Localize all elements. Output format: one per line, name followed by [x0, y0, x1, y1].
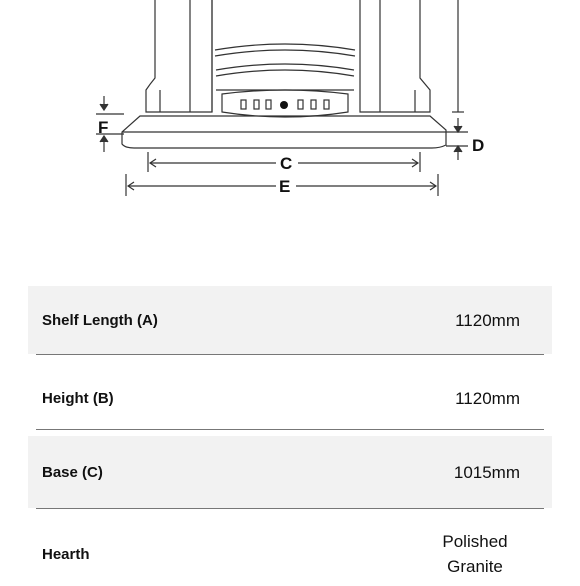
label-e: E	[279, 177, 291, 196]
row-divider	[36, 429, 544, 430]
spec-row-base	[28, 436, 552, 508]
spec-row-shelf-length	[28, 286, 552, 354]
spec-label: Hearth	[42, 545, 90, 563]
spec-label: Height (B)	[42, 389, 114, 407]
row-divider	[36, 508, 544, 509]
spec-row-height	[28, 364, 552, 432]
row-divider	[36, 354, 544, 355]
spec-label: Shelf Length (A)	[42, 311, 158, 329]
ash-pan-knob	[280, 101, 288, 109]
spec-row-hearth	[28, 522, 552, 586]
spec-label: Base (C)	[42, 463, 103, 481]
spec-value: Polished Granite	[442, 532, 508, 576]
right-leg	[360, 0, 430, 112]
dimension-d	[446, 118, 468, 160]
left-leg	[146, 0, 212, 112]
label-d: D	[472, 136, 485, 155]
label-f: F	[98, 118, 109, 137]
label-c: C	[280, 154, 293, 173]
fire-basket	[212, 0, 355, 117]
spec-value: 1120mm	[455, 388, 520, 408]
fireplace-diagram	[0, 0, 580, 240]
spec-value: 1120mm	[455, 310, 520, 330]
dimension-b	[452, 0, 464, 112]
spec-value: 1015mm	[453, 462, 520, 482]
